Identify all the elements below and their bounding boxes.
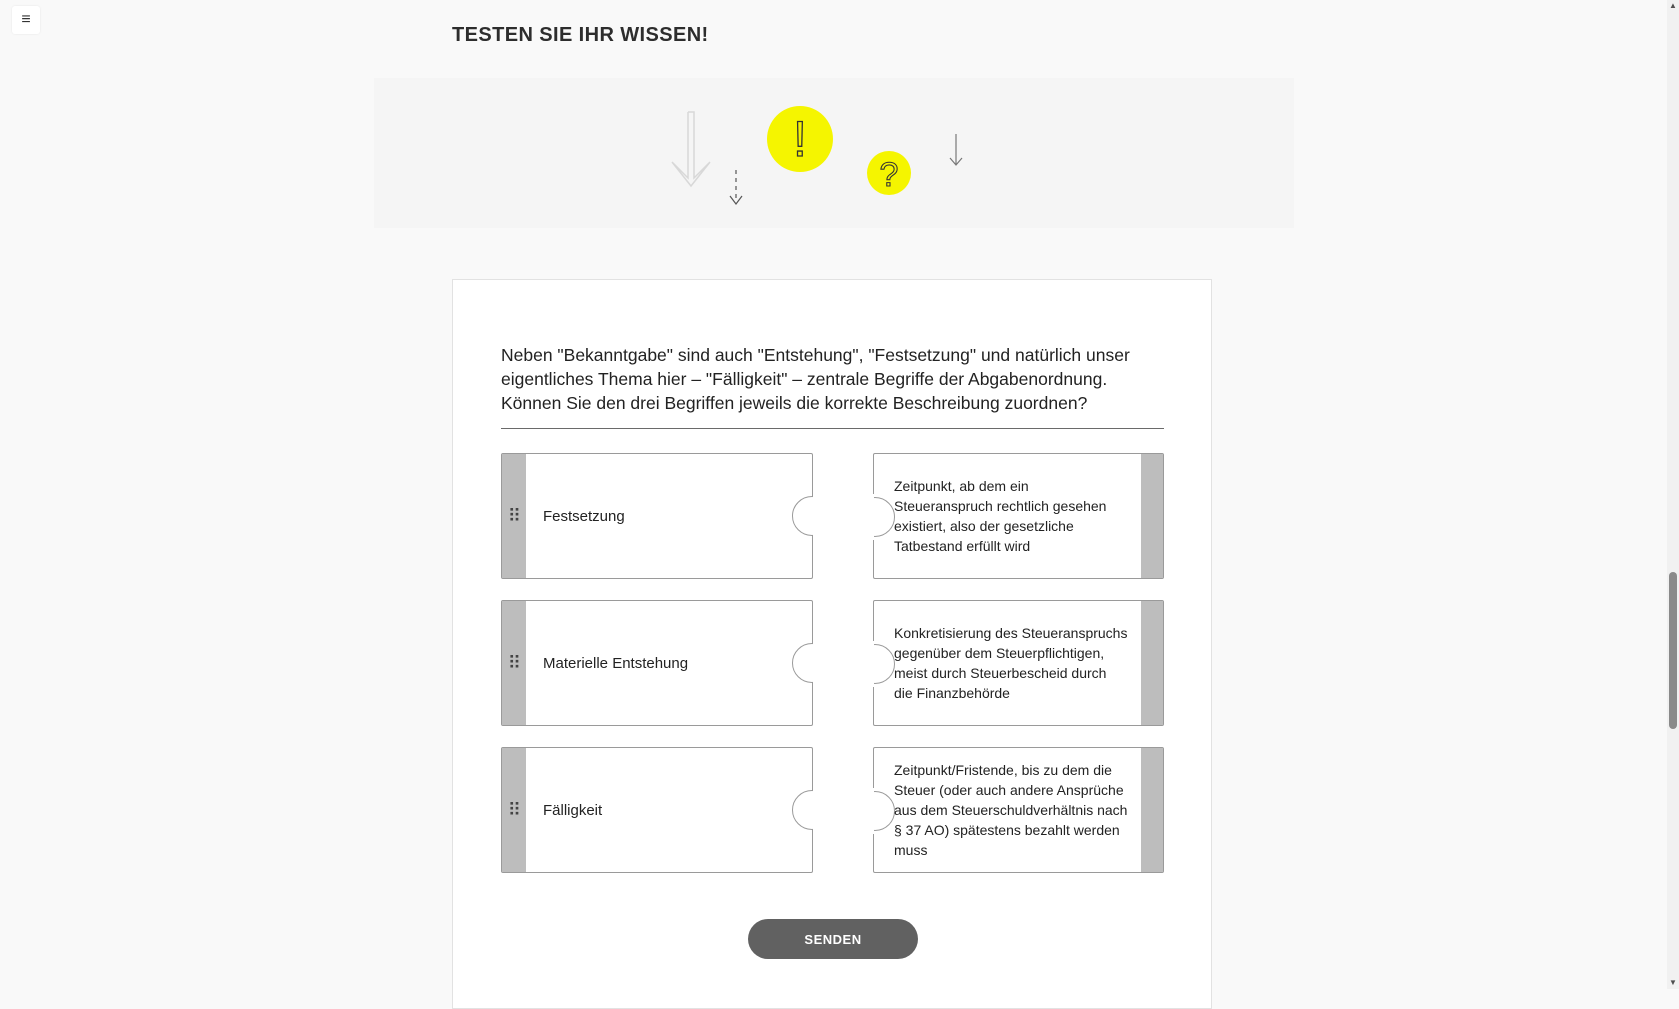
description-slot[interactable]: [873, 453, 1164, 579]
term-label: Materielle Entstehung: [543, 654, 689, 672]
description-text: Zeitpunkt/Fristende, bis zu dem die Steuer (oder auch andere Ansprüche aus dem Steuerschuldverhältnis nach § 37 AO) spätestens bezahlt werden muss: [894, 762, 1128, 858]
drag-handle-icon[interactable]: ⠿: [502, 601, 526, 725]
socket-mask: [854, 494, 874, 540]
hamburger-icon: ≡: [21, 11, 31, 28]
description-side-bar: [1141, 454, 1163, 578]
scroll-down-icon[interactable]: ▼: [1669, 978, 1677, 987]
scrollbar-thumb[interactable]: [1669, 572, 1677, 729]
scrollbar[interactable]: [1667, 0, 1679, 989]
notch-mask: [813, 640, 837, 686]
svg-text:!: !: [793, 111, 807, 167]
description-text: Zeitpunkt, ab dem ein Steueranspruch rechtlich gesehen existiert, also der gesetzliche Tatbestand erfüllt wird: [894, 478, 1107, 554]
section-title: TESTEN SIE IHR WISSEN!: [452, 24, 709, 46]
match-row: [501, 453, 1164, 579]
match-row: [501, 747, 1164, 873]
description-slot[interactable]: [873, 747, 1164, 873]
description-side-bar: [1141, 601, 1163, 725]
divider: [501, 428, 1164, 429]
quiz-card: [452, 279, 1212, 1009]
notch-mask: [813, 493, 837, 539]
quiz-question: Neben "Bekanntgabe" sind auch "Entstehung", "Festsetzung" und natürlich unser eigentliches Thema hier – "Fälligkeit" – zentrale Begriffe der Abgabenordnung. Können Sie den drei Begriffen jeweils die korrekte Beschreibung zuordnen?: [501, 345, 1130, 413]
term-label: Fälligkeit: [543, 801, 603, 819]
notch-mask: [813, 787, 837, 833]
description-text: Konkretisierung des Steueranspruchs gegenüber dem Steuerpflichtigen, meist durch Steuerbescheid durch die Finanzbehörde: [894, 625, 1128, 701]
draggable-term-festsetzung[interactable]: [501, 453, 813, 579]
scroll-up-icon[interactable]: ▲: [1669, 1, 1677, 10]
description-slot[interactable]: [873, 600, 1164, 726]
socket-mask: [854, 788, 874, 834]
draggable-term-faelligkeit[interactable]: [501, 747, 813, 873]
svg-text:?: ?: [879, 156, 899, 194]
drag-handle-icon[interactable]: ⠿: [502, 748, 526, 872]
dashed-down-arrow-icon: [730, 170, 742, 204]
match-row: [501, 600, 1164, 726]
quiz-banner-illustration: [374, 78, 1294, 228]
menu-button[interactable]: [12, 6, 40, 34]
draggable-term-materielle-entstehung[interactable]: [501, 600, 813, 726]
thin-down-arrow-icon: [950, 134, 962, 165]
socket-mask: [854, 641, 874, 687]
drag-handle-icon[interactable]: ⠿: [502, 454, 526, 578]
term-label: Festsetzung: [543, 507, 625, 525]
send-button[interactable]: SENDEN: [748, 919, 918, 959]
large-down-arrow-icon: [672, 112, 710, 186]
description-side-bar: [1141, 748, 1163, 872]
